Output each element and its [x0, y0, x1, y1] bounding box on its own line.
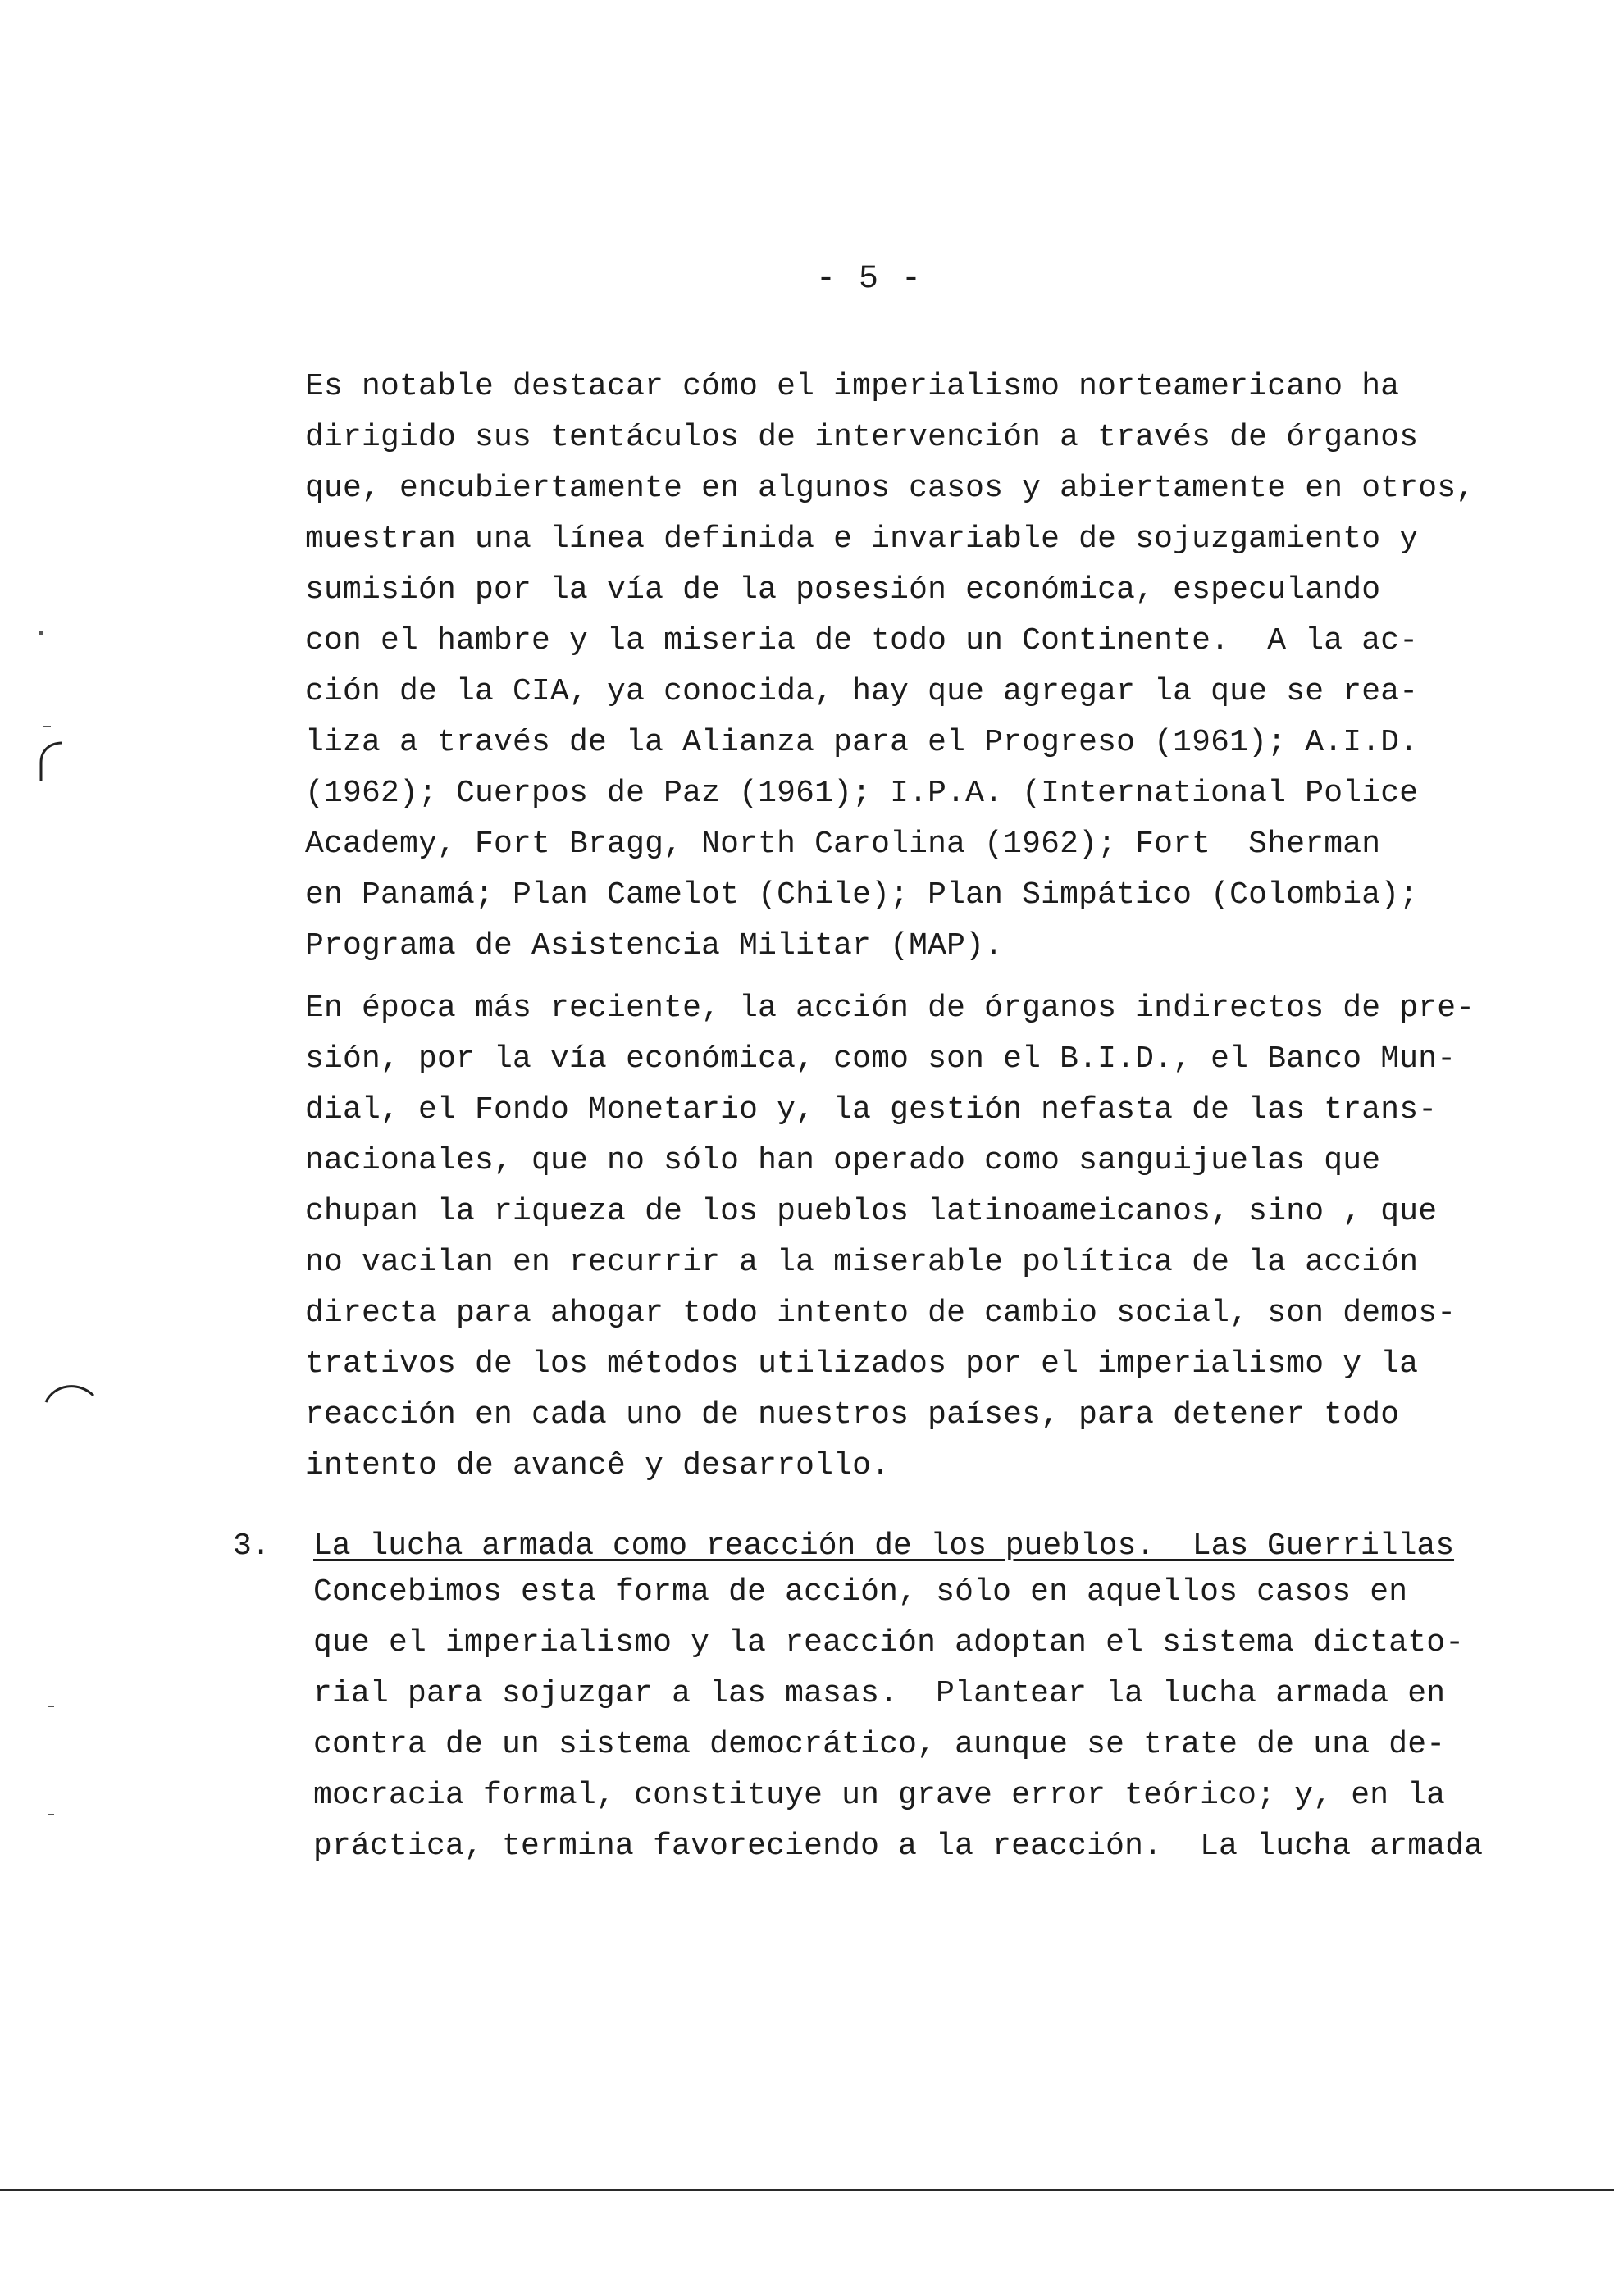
margin-dash-mark — [43, 726, 51, 727]
paragraph-line: práctica, termina favoreciendo a la reacción. La lucha armada — [313, 1829, 1484, 1864]
paragraph-line: que el imperialismo y la reacción adoptan el sistema dictato- — [313, 1625, 1465, 1660]
margin-dash-mark — [48, 1706, 54, 1707]
paragraph-line: directa para ahogar todo intento de cambio social, son demos- — [305, 1296, 1457, 1331]
section-number: 3. — [233, 1528, 271, 1564]
margin-dash-mark — [48, 1814, 54, 1815]
margin-dot-mark — [39, 631, 43, 635]
paragraph-line: trativos de los métodos utilizados por el imperialismo y la — [305, 1346, 1419, 1382]
bottom-rule — [0, 2189, 1614, 2191]
paragraph-line: Es notable destacar cómo el imperialismo norteamericano ha — [305, 369, 1400, 404]
paragraph-line: sión, por la vía económica, como son el B.I.D., el Banco Mun- — [305, 1041, 1457, 1077]
paragraph-line: sumisión por la vía de la posesión económica, especulando — [305, 572, 1381, 608]
paragraph-line: liza a través de la Alianza para el Progreso (1961); A.I.D. — [305, 725, 1419, 760]
paragraph-line: Concebimos esta forma de acción, sólo en aquellos casos en — [313, 1574, 1408, 1610]
paragraph-line: rial para sojuzgar a las masas. Plantear la lucha armada en — [313, 1676, 1446, 1711]
paragraph-line: con el hambre y la miseria de todo un Continente. A la ac- — [305, 623, 1419, 658]
paragraph-line: En época más reciente, la acción de órganos indirectos de pre- — [305, 991, 1475, 1026]
paragraph-line: reacción en cada uno de nuestros países, para detener todo — [305, 1397, 1400, 1433]
section-heading: La lucha armada como reacción de los pueblos. Las Guerrillas — [313, 1528, 1455, 1564]
paragraph-line: en Panamá; Plan Camelot (Chile); Plan Simpático (Colombia); — [305, 877, 1419, 913]
page-number: - 5 - — [815, 261, 923, 298]
paragraph-line: contra de un sistema democrático, aunque se trate de una de- — [313, 1727, 1446, 1762]
paragraph-line: nacionales, que no sólo han operado como sanguijuelas que — [305, 1143, 1381, 1178]
margin-bracket-mark — [34, 738, 67, 787]
paragraph-line: dirigido sus tentáculos de intervención a través de órganos — [305, 420, 1419, 455]
paragraph-line: dial, el Fondo Monetario y, la gestión nefasta de las trans- — [305, 1092, 1438, 1128]
paragraph-line: no vacilan en recurrir a la miserable política de la acción — [305, 1245, 1419, 1280]
paragraph-line: que, encubiertamente en algunos casos y abiertamente en otros, — [305, 471, 1475, 506]
margin-arc-mark — [43, 1378, 100, 1410]
paragraph-line: chupan la riqueza de los pueblos latinoameicanos, sino , que — [305, 1194, 1438, 1229]
paragraph-line: ción de la CIA, ya conocida, hay que agregar la que se rea- — [305, 674, 1419, 709]
paragraph-line: intento de avancê y desarrollo. — [305, 1448, 891, 1483]
paragraph-line: Programa de Asistencia Militar (MAP). — [305, 928, 1004, 963]
paragraph-line: muestran una línea definida e invariable de sojuzgamiento y — [305, 522, 1419, 557]
paragraph-line: Academy, Fort Bragg, North Carolina (1962); Fort Sherman — [305, 827, 1381, 862]
paragraph-line: mocracia formal, constituye un grave error teórico; y, en la — [313, 1778, 1446, 1813]
paragraph-line: (1962); Cuerpos de Paz (1961); I.P.A. (International Police — [305, 776, 1419, 811]
